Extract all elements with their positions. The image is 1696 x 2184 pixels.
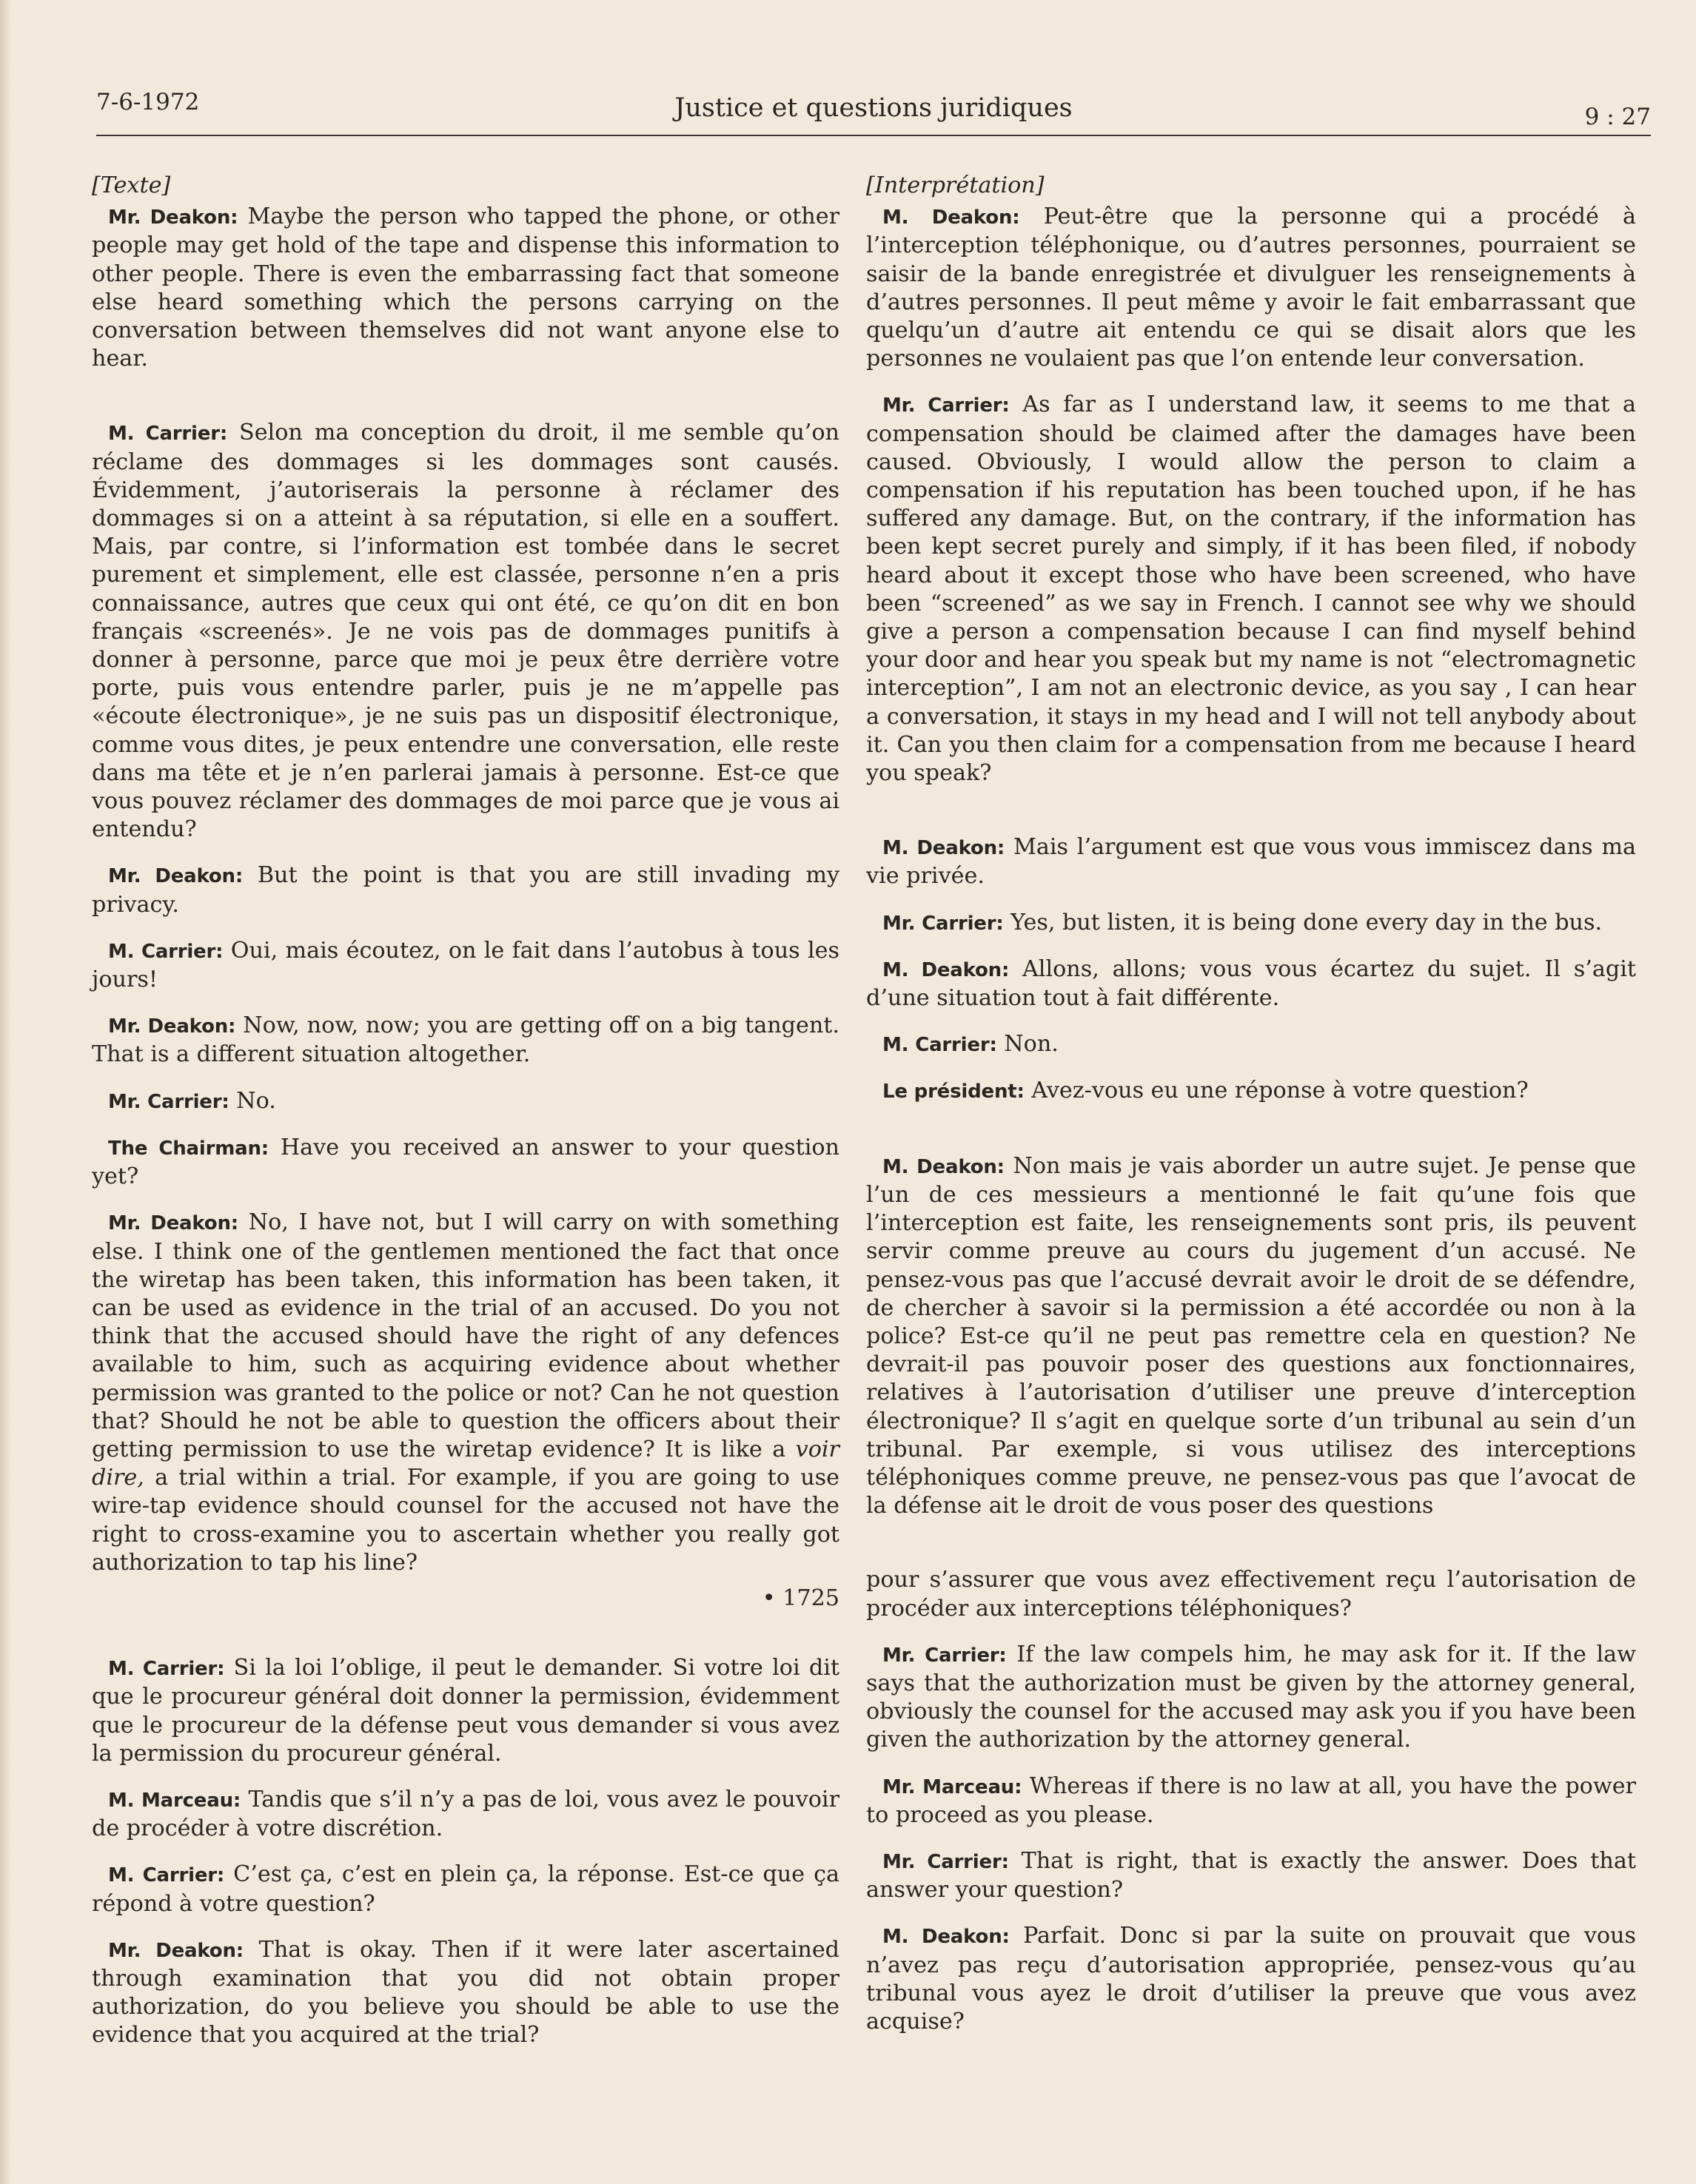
- paragraph: [866, 391, 1636, 787]
- paragraph: [866, 909, 1636, 938]
- paragraph-text: Non.: [996, 1031, 1059, 1058]
- speaker-name: M. Deakon:: [882, 837, 1005, 860]
- paragraph-text: As far as I understand law, it seems to me that a compensation should be claimed after the damages have been caused. Obviously, I would allow the person to claim a compensation if his reputation has been touched upon, if he has suffered any damage. But, on the contrary, if the information has been kept secret purely and simply, if it has been filed, if nobody heard about it except those who have been screened, who have been “screened” as we say in French. I cannot see why we should give a person a compensation because I can find myself behind your door and hear you speak but my name is not “electromagnetic interception”, I am not an electronic device, as you say , I can hear a conversation, it stays in my head and I will not tell anybody about it. Can you then claim for a compensation from me because I heard you speak?: [866, 392, 1637, 787]
- paragraph: [866, 1641, 1636, 1755]
- speaker-name: Mr. Marceau:: [882, 1775, 1022, 1798]
- paragraph-text: Non mais je vais aborder un autre sujet. Je pense que l’un de ces messieurs a mentionné le fait qu’une fois que l’interception est faite, les renseignements sont pris, ils peuvent servir comme preuve au cours du jugement d’un accusé. Ne pensez-vous pas que l’accusé devrait avoir le droit de se défendre, de chercher à savoir si la permission a été accordée ou non à la police? Est-ce qu’il ne peut pas remettre cela en question? Ne devrait-il pas pouvoir poser des questions aux fonctionnaires, relatives à l’autorisation d’utiliser une preuve d’interception électronique? Il s’agit en quelque sorte d’un tribunal au sein d’un tribunal. Par exemple, si vous utilisez des interceptions téléphoniques comme preuve, ne pensez-vous pas que l’avocat de la défense ait le droit de vous poser des questions: [866, 1152, 1636, 1519]
- paragraph-text: Now, now, now; you are getting off on a big tangent. That is a different situation altogether.: [92, 1012, 840, 1068]
- paragraph: [92, 937, 839, 994]
- speaker-name: M. Carrier:: [108, 1864, 225, 1887]
- speaker-name: M. Carrier:: [108, 423, 228, 446]
- speaker-name: Mr. Carrier:: [882, 1644, 1007, 1667]
- speaker-name: M. Deakon:: [882, 1155, 1005, 1178]
- paragraph-text: Maybe the person who tapped the phone, or other people may get hold of the tape and dispense this information to other people. There is even the embarrassing fact that someone else heard something which the persons carrying on the conversation between themselves did not want anyone else to hear.: [92, 204, 839, 372]
- paragraph: [866, 1152, 1636, 1521]
- speaker-name: The Chairman:: [108, 1137, 269, 1160]
- paragraph: [92, 861, 839, 918]
- paragraph-text: C’est ça, c’est en plein ça, la réponse. Est-ce que ça répond à votre question?: [92, 1861, 839, 1917]
- paragraph-text: No.: [229, 1087, 276, 1114]
- speaker-name: M. Deakon:: [882, 206, 1020, 229]
- paragraph: [92, 1012, 839, 1069]
- section-label: [Texte]: [92, 172, 171, 198]
- header-date: 7-6-1972: [96, 89, 200, 115]
- paragraph-text-cont: a trial within a trial. For example, if you are going to use wire-tap evidence should counsel for the accused not have the right to cross-examine you to ascertain whether you really got authorization to tap his line?: [92, 1465, 839, 1576]
- paragraph-text: Peut-être que la personne qui a procédé à l’interception téléphonique, ou d’autres personnes, pourraient se saisir de la bande enregistrée et divulguer les renseignements à d’autres personnes. Il peut même y avoir le fait embarrassant que quelqu’un d’autre ait entendu ce qui se disait alors que les personnes ne voulaient pas que l’on entende leur conversation.: [866, 204, 1636, 372]
- speaker-name: Mr. Deakon:: [108, 206, 238, 229]
- paragraph-text: Si la loi l’oblige, il peut le demander. Si votre loi dit que le procureur général doit donner la permission, évidemment que le procureur de la défense peut vous demander si vous avez la permission du procureur général.: [92, 1655, 839, 1767]
- paragraph-text: That is okay. Then if it were later ascertained through examination that you did not obtain proper authorization, do you believe you should be able to use the evidence that you acquired at the trial?: [92, 1936, 840, 2049]
- paragraph: [92, 203, 839, 373]
- speaker-name: Mr. Deakon:: [108, 1939, 244, 1962]
- paragraph: [866, 833, 1636, 890]
- speaker-name: M. Carrier:: [108, 1658, 225, 1681]
- spacer: [92, 391, 839, 419]
- paragraph-text: Parfait. Donc si par la suite on prouvait que vous n’avez pas reçu d’autorisation appropriée, pensez-vous qu’au tribunal vous ayez le droit d’utiliser la preuve que vous avez acquise?: [866, 1923, 1636, 2035]
- speaker-name: M. Carrier:: [882, 1034, 997, 1057]
- paragraph: [866, 1077, 1636, 1106]
- paragraph-text: That is right, that is exactly the answer. Does that answer your question?: [866, 1847, 1636, 1904]
- speaker-name: M. Deakon:: [882, 958, 1010, 981]
- paragraph-text: Mais l’argument est que vous vous immiscez dans ma vie privée.: [866, 834, 1636, 890]
- speaker-name: Mr. Deakon:: [108, 1212, 238, 1235]
- section-label: [Interprétation]: [866, 172, 1045, 198]
- running-head: [96, 83, 1651, 136]
- paragraph: [92, 1134, 839, 1191]
- spacer: [92, 1613, 839, 1654]
- header-title: Justice et questions juridiques: [674, 93, 1073, 123]
- paragraph: [92, 1087, 839, 1116]
- paragraph: [92, 1786, 839, 1843]
- speaker-name: Le président:: [882, 1081, 1025, 1103]
- spacer: [866, 1124, 1636, 1152]
- speaker-name: M. Deakon:: [882, 1926, 1010, 1949]
- paragraph-text: If the law compels him, he may ask for it. If the law says that the authorization must be given by the attorney general, obviously the counsel for the accused may ask you if you have been given the authorization by the attorney general.: [866, 1641, 1636, 1753]
- paragraph: [866, 1030, 1636, 1059]
- speaker-name: Mr. Deakon:: [108, 1015, 236, 1038]
- time-marker: • 1725: [762, 1585, 839, 1611]
- column-english-left: [92, 172, 839, 2068]
- paragraph-text: Allons, allons; vous vous écartez du sujet. Il s’agit d’une situation tout à fait différente.: [866, 955, 1636, 1012]
- speaker-name: Mr. Carrier:: [108, 1090, 229, 1113]
- speaker-name: Mr. Carrier:: [882, 394, 1010, 417]
- paragraph: [92, 1861, 839, 1918]
- paragraph: [92, 1936, 839, 2050]
- paragraph-continued: pour s’assurer que vous avez effectivement reçu l’autorisation de procéder aux interceptions téléphoniques?: [866, 1567, 1636, 1622]
- speaker-name: Mr. Deakon:: [108, 865, 244, 888]
- column-french-right: [866, 172, 1636, 2054]
- paragraph-text: Oui, mais écoutez, on le fait dans l’autobus à tous les jours!: [92, 937, 840, 993]
- page-edge: [0, 0, 10, 2184]
- paragraph-text: Have you received an answer to your question yet?: [92, 1134, 839, 1190]
- paragraph-text: Tandis que s’il n’y a pas de loi, vous avez le pouvoir de procéder à votre discrétion.: [92, 1786, 840, 1842]
- spacer: [866, 805, 1636, 833]
- paragraph-text: Whereas if there is no law at all, you have the power to proceed as you please.: [866, 1773, 1636, 1828]
- header-page-number: 9 : 27: [1584, 104, 1651, 130]
- paragraph-text: But the point is that you are still invading my privacy.: [92, 862, 839, 918]
- paragraph-text: Selon ma conception du droit, il me semble qu’on réclame des dommages si les dommages sont causés. Évidemment, j’autoriserais la personne à réclamer des dommages si on a atteint à sa réputation, si elle en a souffert. Mais, par contre, si l’information est tombée dans le secret purement et simplement, elle est classée, personne n’en a pris connaissance, autres que ceux qui ont été, ce qu’on dit en bon français «screenés». Je ne vois pas de dommages punitifs à donner à personne, parce que moi je peux être derrière votre porte, puis vous entendre parler, puis je ne m’appelle pas «écoute électronique», je ne suis pas un dispositif électronique, comme vous dites, je peux entendre une conversation, elle reste dans ma tête et je n’en parlerai jamais à personne. Est-ce que vous pouvez réclamer des dommages de moi parce que je vous ai entendu?: [92, 420, 839, 843]
- paragraph-text: Avez-vous eu une réponse à votre question?: [1024, 1078, 1529, 1104]
- paragraph: [92, 1654, 839, 1768]
- paragraph: [866, 955, 1636, 1012]
- paragraph: [866, 1847, 1636, 1904]
- paragraph: [92, 1209, 839, 1577]
- paragraph: [866, 1922, 1636, 2036]
- paragraph: [866, 1773, 1636, 1829]
- paragraph: [866, 203, 1636, 373]
- paragraph-text: No, I have not, but I will carry on with something else. I think one of the gentlemen mentioned the fact that once the wiretap has been taken, this information has been taken, it can be used as evidence in the trial of an accused. Do you not think that the accused should have the right of any defences available to him, such as acquiring evidence about whether permission was granted to the police or not? Can he not question that? Should he not be able to question the officers about their getting permission to use the wiretap evidence? It is like a: [92, 1209, 839, 1462]
- paragraph-text: Yes, but listen, it is being done every day in the bus.: [1003, 909, 1603, 935]
- spacer: [866, 1538, 1636, 1566]
- speaker-name: M. Marceau:: [108, 1789, 241, 1812]
- speaker-name: Mr. Carrier:: [882, 1850, 1009, 1873]
- speaker-name: M. Carrier:: [108, 940, 224, 963]
- speaker-name: Mr. Carrier:: [882, 912, 1004, 935]
- paragraph-italic: voir dire,: [92, 1436, 839, 1491]
- paragraph: [92, 419, 839, 844]
